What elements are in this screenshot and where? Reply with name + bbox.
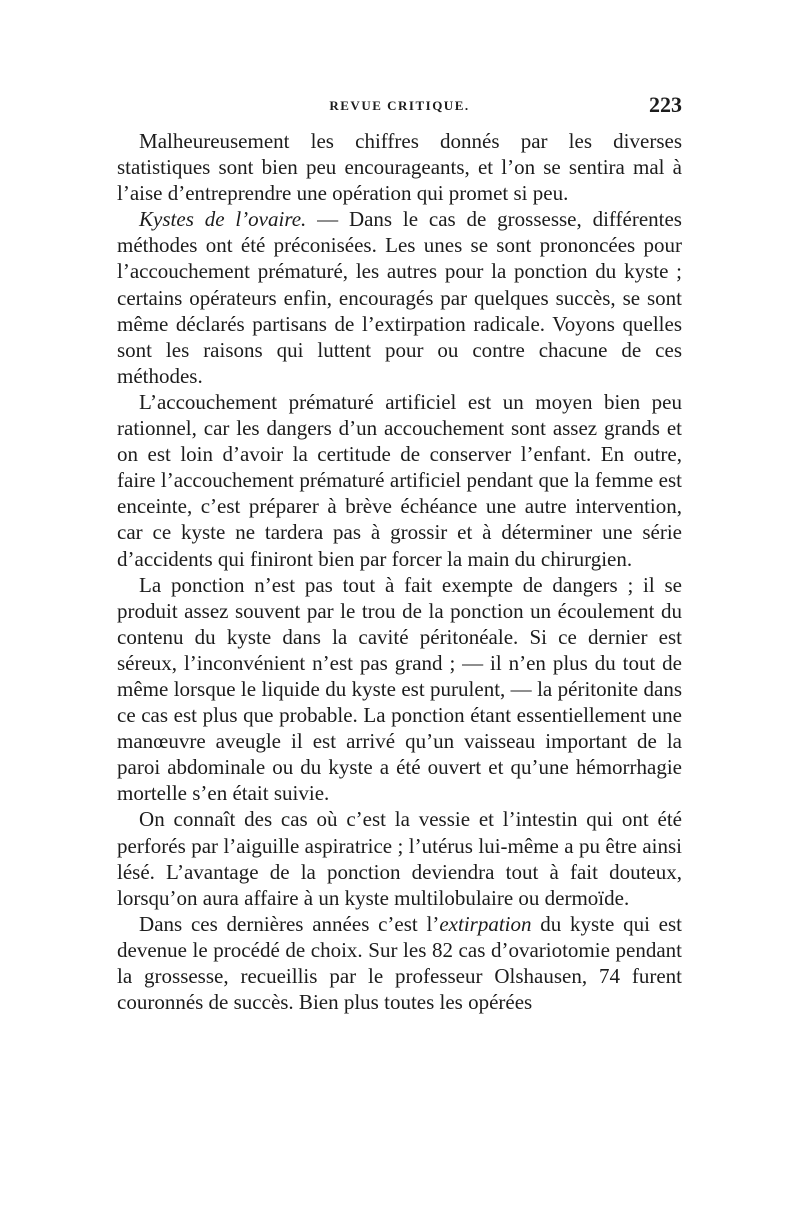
paragraph-text: Dans ces dernières années c’est l’ (139, 911, 440, 936)
paragraph: La ponction n’est pas tout à fait exempte de dangers ; il se produit assez souvent par le trou de la ponction un écoulement du contenu du kyste dans la cavité péritonéale. Si ce dernier est séreux, l’inconvénient n’est pas grand ; — il n’en plus du tout de même lorsque le liquide du kyste est purulent, — la péritonite dans ce cas est plus que probable. La ponction étant essentiellement une manœuvre aveugle il est arrivé qu’un vaisseau important de la paroi abdominale ou du kyste a été ouvert et qu’une hémorrhagie mortelle s’en était suivie. (117, 572, 682, 806)
paragraph: L’accouchement prématuré artificiel est un moyen bien peu rationnel, car les dangers d’un accouchement sont assez grands et on est loin d’avoir la certitude de conserver l’enfant. En outre, faire l’accouchement prématuré artificiel pendant que la femme est enceinte, c’est préparer à brève échéance une autre intervention, car ce kyste ne tardera pas à grossir et à déterminer une série d’accidents qui finiront bien par forcer la main du chirurgien. (117, 389, 682, 571)
page-number: 223 (649, 92, 682, 117)
section-heading: Kystes de l’ovaire. (139, 207, 307, 232)
paragraph: On connaît des cas où c’est la vessie et l’intestin qui ont été perforés par l’aiguille aspiratrice ; l’utérus lui-même a pu être ainsi lésé. L’avantage de la ponction deviendra tout à fait douteux, lorsqu’on aura affaire à un kyste multilobulaire ou dermoïde. (117, 807, 682, 910)
paragraph-text: du kyste qui est devenue le procédé de choix. Sur les 82 cas d’ovariotomie pendant la grossesse, recueillis par le professeur Olshausen, 74 furent couronnés de succès. Bien plus toutes les opérées (117, 911, 682, 1015)
paragraph (117, 911, 682, 1015)
page-header (117, 92, 682, 122)
paragraph (117, 206, 682, 389)
emphasis-text: extirpation (439, 911, 532, 936)
running-head: REVUE CRITIQUE. (329, 98, 470, 113)
body-text (117, 128, 682, 1015)
paragraph-text: — Dans le cas de grossesse, différentes méthodes ont été préconisées. Les unes se sont prononcées pour l’accouchement prématuré, les autres pour la ponction du kyste ; certains opérateurs enfin, encouragés par quelques succès, se sont même déclarés partisans de l’extirpation radicale. Voyons quelles sont les raisons qui luttent pour ou contre chacune de ces méthodes. (117, 207, 682, 388)
paragraph: Malheureusement les chiffres donnés par les diverses statistiques sont bien peu encourageants, et l’on se sentira mal à l’aise d’entreprendre une opération qui promet si peu. (117, 129, 682, 206)
